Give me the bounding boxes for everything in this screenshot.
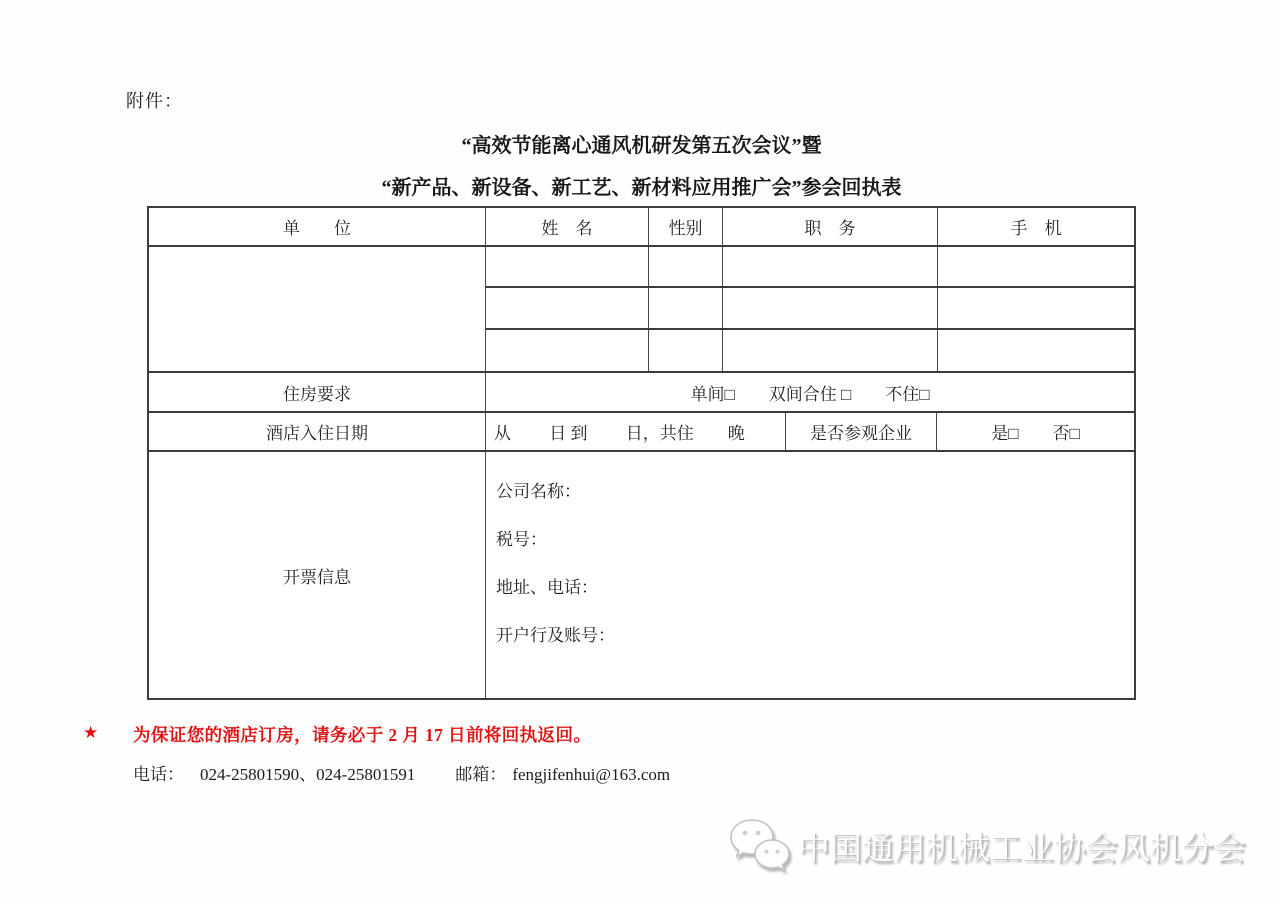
invoice-taxid-line: 税号： [496,530,547,549]
email-address: fengjifenhui@163.com [512,765,671,784]
duty-entry-cell [723,330,938,371]
phone-numbers: 024-25801590、024-25801591 [200,765,416,784]
star-icon: ★ [83,723,99,742]
invoice-row [149,452,1134,698]
attendee-row-3 [486,330,1134,371]
document-title-line2: “新产品、新设备、新工艺、新材料应用推广会”参会回执表 [381,177,902,199]
visit-label: 是否参观企业 [786,413,937,450]
housing-label: 住房要求 [149,373,486,411]
watermark-text: 中国通用机械工业协会风机分会 [798,830,1247,866]
table-header-row [149,208,1134,247]
mobile-entry-cell [938,330,1134,371]
header-gender: 性别 [649,208,723,245]
hotel-date-fill: 从 日 到 日，共住 晚 [486,413,786,450]
mobile-entry-cell [938,247,1134,286]
name-entry-cell [486,288,649,327]
hotel-date-label: 酒店入住日期 [149,413,486,450]
watermark [728,816,1246,876]
hotel-row [149,413,1134,452]
attendee-row-1 [486,247,1134,288]
header-duty: 职 务 [723,208,938,245]
header-unit: 单 位 [149,208,486,245]
invoice-label: 开票信息 [149,452,486,698]
invoice-company-line: 公司名称： [496,482,581,501]
housing-options: 单间□ 双间合住 □ 不住□ [690,384,930,404]
header-mobile: 手 机 [1010,219,1062,238]
attachment-label: 附件： [126,91,183,111]
invoice-address-line: 地址、电话： [496,578,598,597]
attendee-rows [149,247,1134,373]
invoice-fields [486,452,1134,698]
gender-entry-cell [649,247,723,286]
deadline-notice: 为保证您的酒店订房，请务必于 2 月 17 日前将回执返回。 [133,725,592,745]
gender-entry-cell [649,330,723,371]
contact-line [133,760,670,785]
gender-entry-cell [649,288,723,327]
invoice-bank-line: 开户行及账号： [496,626,615,645]
housing-row [149,373,1134,413]
duty-entry-cell [723,288,938,327]
wechat-icon [728,816,790,876]
phone-label: 电话： [133,765,184,784]
mobile-entry-cell [938,288,1134,327]
document-title-line1: “高效节能离心通风机研发第五次会议”暨 [461,135,822,157]
duty-entry-cell [723,247,938,286]
name-entry-cell [486,247,649,286]
attendee-entry-grid [486,247,1134,371]
attendee-row-2 [486,288,1134,329]
name-entry-cell [486,330,649,371]
unit-entry-cell [149,247,486,371]
visit-options: 是□ 否□ [991,424,1080,443]
email-label: 邮箱： [455,765,507,784]
reply-form-table [147,206,1136,700]
header-name: 姓 名 [486,208,649,245]
